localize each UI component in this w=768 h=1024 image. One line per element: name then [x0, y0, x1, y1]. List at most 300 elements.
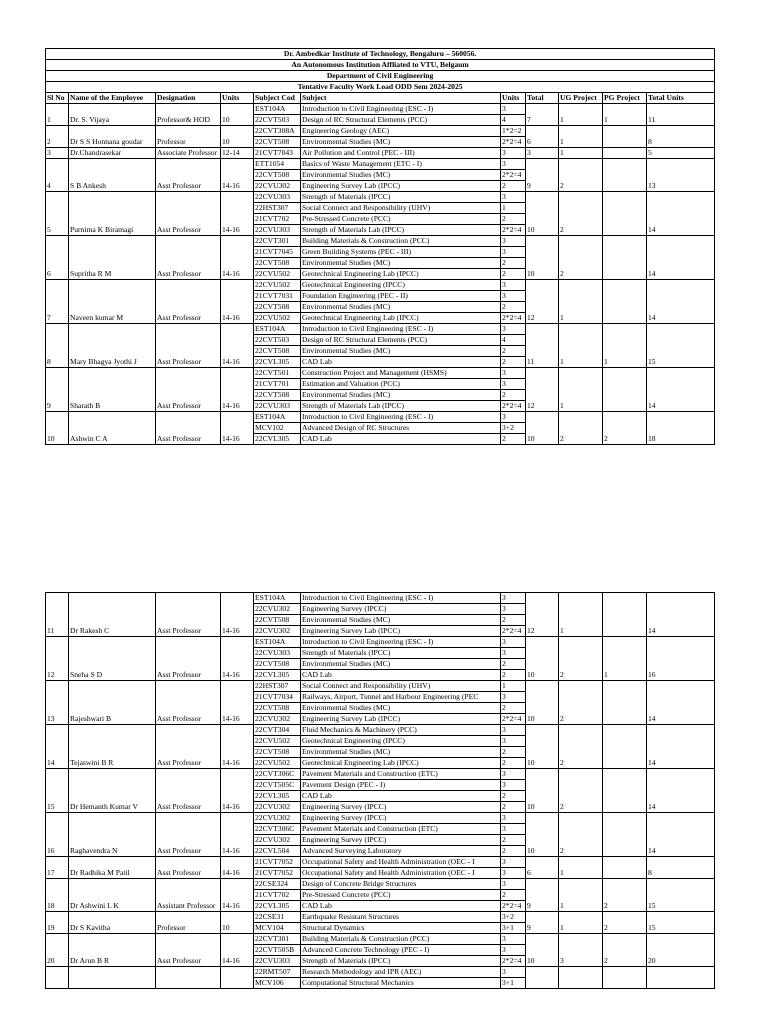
units-cell: 14-16	[221, 412, 254, 445]
subject-code-cell: 22CVU502	[254, 280, 301, 291]
table-row	[46, 813, 715, 824]
subject-code-cell: 22CVT301	[254, 934, 301, 945]
units-cell: 14-16	[221, 280, 254, 324]
subject-code-cell: 21CVT702	[254, 890, 301, 901]
subject-code-cell: 22CVL305	[254, 791, 301, 802]
subject-code-cell: 22CVL305	[254, 670, 301, 681]
subject-cell: CAD Lab	[301, 670, 501, 681]
subject-code-cell: 22CVU303	[254, 956, 301, 967]
sl-no-cell: 16	[46, 813, 69, 857]
sl-no-cell: 10	[46, 412, 69, 445]
ug-project-cell: 1	[559, 280, 603, 324]
pg-project-cell	[603, 159, 647, 192]
subject-units-cell: 3	[501, 637, 526, 648]
institute-name: Dr. Ambedkar Institute of Technology, Bengaluru – 560056.	[46, 49, 715, 60]
ug-project-cell: 1	[559, 593, 603, 637]
subject-cell: Geotechnical Engineering (IPCC)	[301, 280, 501, 291]
subject-units-cell: 2*2=4	[501, 714, 526, 725]
units-cell: 14-16	[221, 593, 254, 637]
subject-cell: Occupational Safety and Health Administration (OEC - I	[301, 857, 501, 868]
subject-cell: Engineering Survey (IPCC)	[301, 813, 501, 824]
pg-project-cell	[603, 681, 647, 725]
designation-cell: Asst Professor	[156, 813, 221, 857]
total-cell: 12	[526, 368, 559, 412]
employee-name-cell: Sharath B	[69, 368, 156, 412]
sl-no-cell: 4	[46, 159, 69, 192]
ug-project-cell: 2	[559, 412, 603, 445]
table-row	[46, 324, 715, 335]
subject-cell: Geotechnical Engineering Lab (IPCC)	[301, 313, 501, 324]
pg-project-cell	[603, 280, 647, 324]
ug-project-cell: 2	[559, 769, 603, 813]
employee-name-cell: S B Ankesh	[69, 159, 156, 192]
subject-code-cell: 22CVU303	[254, 192, 301, 203]
subject-units-cell: 2*2=4	[501, 313, 526, 324]
pg-project-cell	[603, 813, 647, 857]
subject-units-cell: 2	[501, 302, 526, 313]
designation-cell: Professor	[156, 126, 221, 148]
table-row	[46, 192, 715, 203]
total-cell: 3	[526, 148, 559, 159]
total-cell: 9	[526, 879, 559, 912]
employee-name-cell: Tejaswini B R	[69, 725, 156, 769]
subject-cell: Design of Concrete Bridge Structures	[301, 879, 501, 890]
pg-project-cell: 1	[603, 104, 647, 126]
pg-project-cell	[603, 148, 647, 159]
subject-units-cell: 2*2=4	[501, 137, 526, 148]
subject-cell: Advanced Concrete Technology (PEC - I)	[301, 945, 501, 956]
table-row	[46, 236, 715, 247]
table-row	[46, 159, 715, 170]
subject-units-cell: 3	[501, 412, 526, 423]
employee-name-cell: Naveen kumar M	[69, 280, 156, 324]
subject-cell: Engineering Geology (AEC)	[301, 126, 501, 137]
units-cell: 14-16	[221, 934, 254, 967]
subject-units-cell: 3+1	[501, 923, 526, 934]
subject-cell: Social Connect and Responsibility (UHV)	[301, 681, 501, 692]
ug-project-cell: 1	[559, 912, 603, 934]
subject-units-cell: 3+1	[501, 978, 526, 989]
subject-units-cell: 2	[501, 659, 526, 670]
total-cell: 10	[526, 934, 559, 967]
subject-cell: Design of RC Structural Elements (PCC)	[301, 115, 501, 126]
subject-code-cell: 22CVU302	[254, 835, 301, 846]
ug-project-cell: 2	[559, 681, 603, 725]
subject-code-cell: 22RMT507	[254, 967, 301, 978]
subject-units-cell: 2	[501, 214, 526, 225]
subject-cell: Strength of Materials Lab (IPCC)	[301, 225, 501, 236]
subject-cell: Environmental Studies (MC)	[301, 659, 501, 670]
subject-code-cell: 22CVT503	[254, 115, 301, 126]
subject-units-cell: 3	[501, 368, 526, 379]
subject-cell: Environmental Studies (MC)	[301, 615, 501, 626]
employee-name-cell: Dr S S Honnana goudar	[69, 126, 156, 148]
table-row	[46, 368, 715, 379]
designation-cell: Asst Professor	[156, 412, 221, 445]
designation-cell: Asst Professor	[156, 769, 221, 813]
subject-cell: Environmental Studies (MC)	[301, 170, 501, 181]
pg-project-cell	[603, 593, 647, 637]
subject-code-cell: MCV104	[254, 923, 301, 934]
subject-cell: Pavement Materials and Construction (ETC)	[301, 769, 501, 780]
subject-code-cell: 21CVT7031	[254, 291, 301, 302]
subject-units-cell: 3+2	[501, 912, 526, 923]
pg-project-cell	[603, 725, 647, 769]
col-header: Name of the Employee	[69, 93, 156, 104]
subject-units-cell: 1	[501, 203, 526, 214]
ug-project-cell: 1	[559, 126, 603, 148]
designation-cell: Asst Professor	[156, 857, 221, 879]
subject-cell: Construction Project and Management (HSMS)	[301, 368, 501, 379]
subject-units-cell: 2	[501, 846, 526, 857]
total-cell: 10	[526, 637, 559, 681]
total-units-cell: 14	[647, 593, 715, 637]
subject-cell: Strength of Materials (IPCC)	[301, 648, 501, 659]
subject-cell: Basics of Waste Management (ETC - I)	[301, 159, 501, 170]
pg-project-cell	[603, 236, 647, 280]
subject-cell: Earthquake Resistant Structures	[301, 912, 501, 923]
subject-code-cell: 22CVT301	[254, 236, 301, 247]
sl-no-cell: 8	[46, 324, 69, 368]
subject-code-cell: 22CVU302	[254, 604, 301, 615]
units-cell: 14-16	[221, 637, 254, 681]
subject-cell: Foundation Engineering (PEC - II)	[301, 291, 501, 302]
col-header: UG Project	[559, 93, 603, 104]
subject-units-cell: 2	[501, 670, 526, 681]
subject-cell: Occupational Safety and Health Administration (OEC - I	[301, 868, 501, 879]
subject-units-cell: 3	[501, 291, 526, 302]
subject-code-cell: EST104A	[254, 324, 301, 335]
table-row	[46, 593, 715, 604]
subject-units-cell: 3	[501, 813, 526, 824]
subject-code-cell: 22CVU502	[254, 736, 301, 747]
subject-code-cell: 22CVU302	[254, 181, 301, 192]
designation-cell: Asst Professor	[156, 236, 221, 280]
subject-units-cell: 2*2=4	[501, 626, 526, 637]
subject-cell: Environmental Studies (MC)	[301, 703, 501, 714]
total-units-cell: 15	[647, 324, 715, 368]
subject-code-cell: 21CVT7034	[254, 692, 301, 703]
subject-cell: Estimation and Valuation (PCC)	[301, 379, 501, 390]
total-units-cell: 14	[647, 813, 715, 857]
table-row	[46, 148, 715, 159]
employee-name-cell: Dr Hemanth Kumar V	[69, 769, 156, 813]
subject-cell: Pre-Stressed Concrete (PCC)	[301, 890, 501, 901]
sl-no-cell: 18	[46, 879, 69, 912]
subject-code-cell: 22CVT508	[254, 346, 301, 357]
subject-cell: Structural Dynamics	[301, 923, 501, 934]
subject-code-cell: 22CVT508	[254, 170, 301, 181]
subject-units-cell: 2	[501, 835, 526, 846]
units-cell: 14-16	[221, 192, 254, 236]
table-row	[46, 681, 715, 692]
subject-code-cell: 22CVU302	[254, 813, 301, 824]
subject-cell: Pavement Materials and Construction (ETC)	[301, 824, 501, 835]
subject-code-cell: 22CVT501	[254, 368, 301, 379]
units-cell: 14-16	[221, 813, 254, 857]
sl-no-cell	[46, 967, 69, 989]
subject-cell: Social Connect and Responsibility (UHV)	[301, 203, 501, 214]
subject-code-cell: 21CVT7052	[254, 868, 301, 879]
subject-code-cell: 22CVU303	[254, 648, 301, 659]
subject-units-cell: 4	[501, 335, 526, 346]
subject-cell: Introduction to Civil Engineering (ESC - I)	[301, 412, 501, 423]
column-header-row	[46, 93, 715, 104]
col-header: Sl No	[46, 93, 69, 104]
sl-no-cell: 13	[46, 681, 69, 725]
table-row	[46, 934, 715, 945]
designation-cell: Asst Professor	[156, 324, 221, 368]
col-header: Subject	[301, 93, 501, 104]
pg-project-cell: 2	[603, 412, 647, 445]
table-row	[46, 126, 715, 137]
subject-units-cell: 2	[501, 181, 526, 192]
subject-units-cell: 3	[501, 192, 526, 203]
table-row	[46, 912, 715, 923]
subject-code-cell: EST104A	[254, 412, 301, 423]
ug-project-cell: 1	[559, 879, 603, 912]
table-row	[46, 725, 715, 736]
subject-cell: Environmental Studies (MC)	[301, 390, 501, 401]
subject-code-cell: 22CVU303	[254, 401, 301, 412]
subject-cell: Introduction to Civil Engineering (ESC - I)	[301, 593, 501, 604]
employee-name-cell: Ashwin C A	[69, 412, 156, 445]
total-units-cell: 13	[647, 159, 715, 192]
subject-units-cell: 2	[501, 258, 526, 269]
pg-project-cell	[603, 967, 647, 989]
subject-units-cell: 3	[501, 824, 526, 835]
designation-cell: Asst Professor	[156, 934, 221, 967]
units-cell: 14-16	[221, 681, 254, 725]
subject-cell: Engineering Survey (IPCC)	[301, 835, 501, 846]
subject-cell: Geotechnical Engineering Lab (IPCC)	[301, 758, 501, 769]
workload-table-2	[45, 592, 715, 989]
sl-no-cell: 7	[46, 280, 69, 324]
designation-cell: Asst Professor	[156, 725, 221, 769]
subject-units-cell: 1	[501, 681, 526, 692]
total-cell	[526, 967, 559, 989]
sl-no-cell: 14	[46, 725, 69, 769]
col-header: Subject Cod	[254, 93, 301, 104]
employee-name-cell: Purnima K Biramagi	[69, 192, 156, 236]
total-units-cell: 8	[647, 857, 715, 879]
total-cell: 9	[526, 159, 559, 192]
employee-name-cell	[69, 967, 156, 989]
pg-project-cell: 2	[603, 934, 647, 967]
units-cell: 14-16	[221, 879, 254, 912]
subject-code-cell: MCV106	[254, 978, 301, 989]
table-row	[46, 769, 715, 780]
employee-name-cell: Dr.Chandrasekar	[69, 148, 156, 159]
subject-units-cell: 2	[501, 615, 526, 626]
department-name: Department of Civil Engineering	[46, 71, 715, 82]
subject-units-cell: 3	[501, 736, 526, 747]
subject-units-cell: 3	[501, 379, 526, 390]
designation-cell: Asst Professor	[156, 681, 221, 725]
subject-code-cell: 22CVT508	[254, 659, 301, 670]
subject-code-cell: 22CVT508	[254, 258, 301, 269]
subject-cell: Pre-Stressed Concrete (PCC)	[301, 214, 501, 225]
subject-code-cell: ETT1054	[254, 159, 301, 170]
pg-project-cell	[603, 368, 647, 412]
subject-code-cell: MCV102	[254, 423, 301, 434]
subject-units-cell: 4	[501, 115, 526, 126]
subject-cell: Design of RC Structural Elements (PCC)	[301, 335, 501, 346]
subject-cell: Advanced Design of RC Structures	[301, 423, 501, 434]
pg-project-cell: 1	[603, 324, 647, 368]
sl-no-cell: 15	[46, 769, 69, 813]
subject-units-cell: 3	[501, 247, 526, 258]
total-units-cell: 20	[647, 934, 715, 967]
subject-units-cell: 2	[501, 703, 526, 714]
subject-code-cell: 22CVT306C	[254, 769, 301, 780]
subject-code-cell: 22CVT508	[254, 137, 301, 148]
employee-name-cell: Supritha R M	[69, 236, 156, 280]
employee-name-cell: Mary Bhagya Jyothi J	[69, 324, 156, 368]
subject-cell: Green Building Systems (PEC - III)	[301, 247, 501, 258]
ug-project-cell	[559, 967, 603, 989]
designation-cell: Asst Professor	[156, 159, 221, 192]
ug-project-cell: 2	[559, 813, 603, 857]
subject-units-cell: 3	[501, 879, 526, 890]
subject-code-cell: 22CVU502	[254, 758, 301, 769]
table-row	[46, 104, 715, 115]
subject-units-cell: 2	[501, 747, 526, 758]
subject-cell: Engineering Survey Lab (IPCC)	[301, 626, 501, 637]
units-cell: 10	[221, 912, 254, 934]
subject-code-cell: 21CVT701	[254, 379, 301, 390]
pg-project-cell	[603, 192, 647, 236]
ug-project-cell: 1	[559, 368, 603, 412]
subject-code-cell: 22CVL305	[254, 357, 301, 368]
sl-no-cell: 1	[46, 104, 69, 126]
subject-cell: Computational Structural Mechanics	[301, 978, 501, 989]
subject-cell: Fluid Mechanics & Machinery (PCC)	[301, 725, 501, 736]
total-cell: 7	[526, 104, 559, 126]
subject-units-cell: 3+2	[501, 423, 526, 434]
designation-cell	[156, 967, 221, 989]
subject-cell: CAD Lab	[301, 357, 501, 368]
subject-code-cell: 22CVT505B	[254, 945, 301, 956]
col-header: Units	[501, 93, 526, 104]
designation-cell: Asst Professor	[156, 593, 221, 637]
table-row	[46, 857, 715, 868]
subject-units-cell: 3	[501, 857, 526, 868]
subject-cell: Building Materials & Construction (PCC)	[301, 934, 501, 945]
total-units-cell: 14	[647, 236, 715, 280]
employee-name-cell: Sneha S D	[69, 637, 156, 681]
employee-name-cell: Raghavendra N	[69, 813, 156, 857]
units-cell: 14-16	[221, 159, 254, 192]
subject-cell: Strength of Materials (IPCC)	[301, 956, 501, 967]
total-cell: 12	[526, 280, 559, 324]
subject-units-cell: 3	[501, 236, 526, 247]
units-cell: 10	[221, 126, 254, 148]
sl-no-cell: 3	[46, 148, 69, 159]
col-header: PG Project	[603, 93, 647, 104]
sl-no-cell: 11	[46, 593, 69, 637]
units-cell: 14-16	[221, 324, 254, 368]
table-row	[46, 412, 715, 423]
subject-units-cell: 3	[501, 648, 526, 659]
designation-cell: Asst Professor	[156, 637, 221, 681]
designation-cell: Associate Professor	[156, 148, 221, 159]
total-cell: 10	[526, 681, 559, 725]
subject-code-cell: 22CVU502	[254, 313, 301, 324]
total-cell: 11	[526, 324, 559, 368]
subject-cell: Strength of Materials Lab (IPCC)	[301, 401, 501, 412]
subject-units-cell: 2	[501, 758, 526, 769]
units-cell: 14-16	[221, 368, 254, 412]
subject-units-cell: 3	[501, 725, 526, 736]
subject-code-cell: 22CVT304	[254, 725, 301, 736]
employee-name-cell: Dr Ashwini L K	[69, 879, 156, 912]
designation-cell: Professor	[156, 912, 221, 934]
ug-project-cell: 3	[559, 934, 603, 967]
subject-units-cell: 2	[501, 434, 526, 445]
subject-code-cell: 22CVT508	[254, 703, 301, 714]
subject-code-cell: 22CSE324	[254, 879, 301, 890]
table-row	[46, 967, 715, 978]
subject-units-cell: 2	[501, 791, 526, 802]
subject-code-cell: 22CVT508	[254, 747, 301, 758]
col-header: Total Units	[647, 93, 715, 104]
subject-units-cell: 2	[501, 357, 526, 368]
total-units-cell: 8	[647, 126, 715, 148]
subject-cell: Environmental Studies (MC)	[301, 747, 501, 758]
subject-units-cell: 3	[501, 159, 526, 170]
employee-name-cell: Dr S Kavitha	[69, 912, 156, 934]
employee-name-cell: Dr Arun B R	[69, 934, 156, 967]
total-cell: 12	[526, 593, 559, 637]
designation-cell: Asst Professor	[156, 368, 221, 412]
subject-cell: Geotechnical Engineering Lab (IPCC)	[301, 269, 501, 280]
pg-project-cell	[603, 126, 647, 148]
col-header: Units	[221, 93, 254, 104]
pg-project-cell	[603, 769, 647, 813]
units-cell: 14-16	[221, 236, 254, 280]
units-cell: 14-16	[221, 857, 254, 879]
subject-units-cell: 2*2=4	[501, 225, 526, 236]
units-cell: 10	[221, 104, 254, 126]
subject-cell: Engineering Survey Lab (IPCC)	[301, 181, 501, 192]
subject-cell: Geotechnical Engineering (IPCC)	[301, 736, 501, 747]
subject-cell: Advanced Surveying Laboratory	[301, 846, 501, 857]
ug-project-cell: 2	[559, 637, 603, 681]
ug-project-cell: 2	[559, 159, 603, 192]
subject-units-cell: 3	[501, 692, 526, 703]
subject-cell: Introduction to Civil Engineering (ESC - I)	[301, 637, 501, 648]
ug-project-cell: 1	[559, 324, 603, 368]
pg-project-cell: 1	[603, 637, 647, 681]
sl-no-cell: 2	[46, 126, 69, 148]
subject-cell: Research Methodology and IPR (AEC)	[301, 967, 501, 978]
subject-code-cell: 22CVT503	[254, 335, 301, 346]
ug-project-cell: 1	[559, 148, 603, 159]
sl-no-cell: 17	[46, 857, 69, 879]
subject-cell: Railways, Airport, Tunnel and Harbour Engineering (PEC	[301, 692, 501, 703]
ug-project-cell: 2	[559, 192, 603, 236]
subject-units-cell: 2	[501, 390, 526, 401]
subject-code-cell: 22CVU303	[254, 225, 301, 236]
subject-cell: Engineering Survey Lab (IPCC)	[301, 714, 501, 725]
subject-units-cell: 3	[501, 769, 526, 780]
total-units-cell: 15	[647, 879, 715, 912]
subject-units-cell: 3	[501, 868, 526, 879]
subject-units-cell: 3	[501, 967, 526, 978]
subject-units-cell: 2*2=4	[501, 901, 526, 912]
ug-project-cell: 2	[559, 725, 603, 769]
